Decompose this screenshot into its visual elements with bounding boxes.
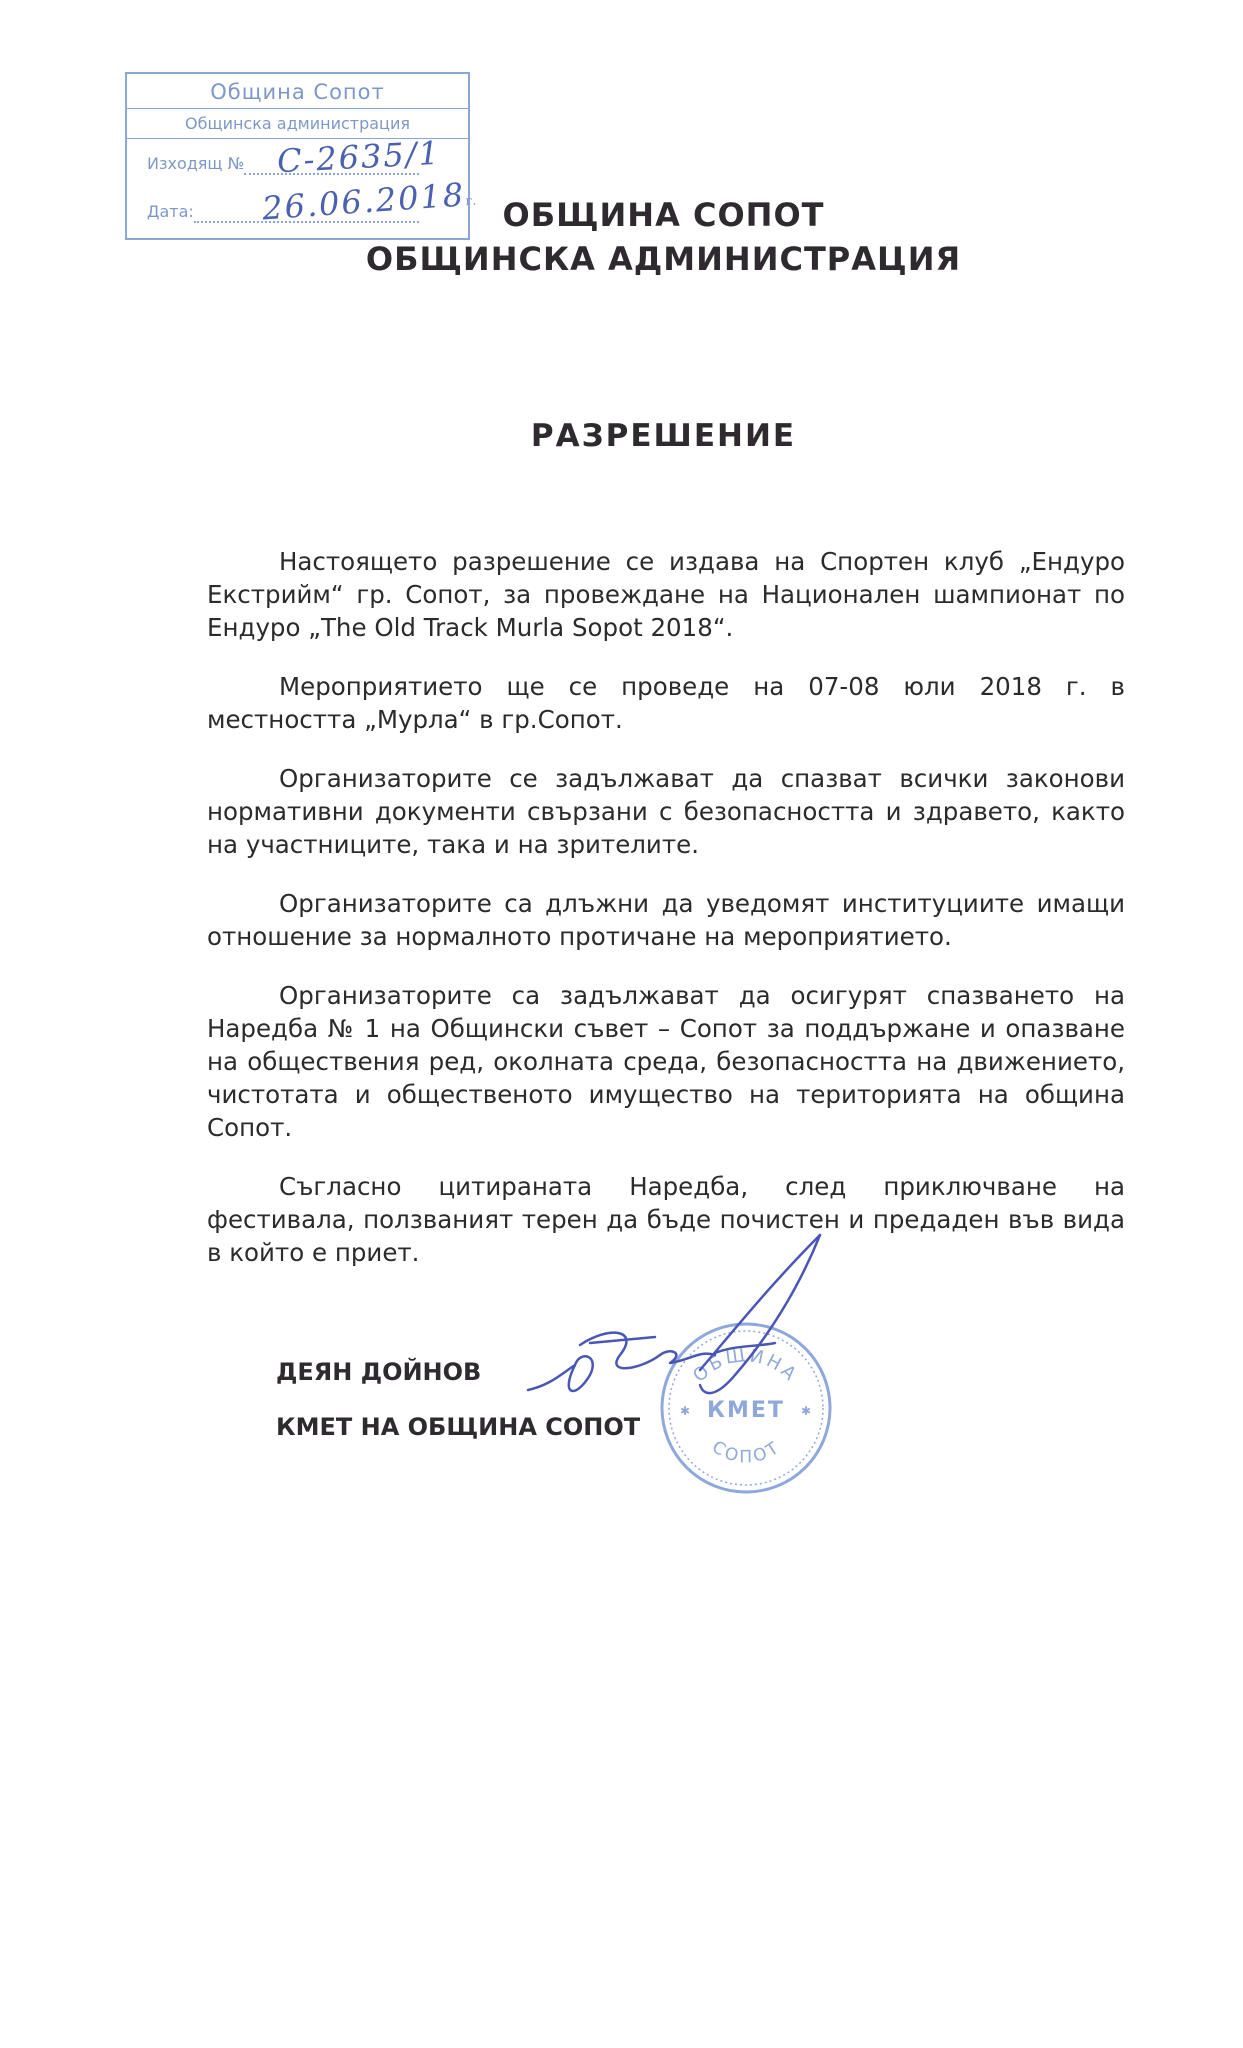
seal-bottom-text: СОПОТ (708, 1437, 785, 1468)
seal-top-text: ОБЩИНА (688, 1344, 803, 1387)
signatory-name: ДЕЯН ДОЙНОВ (276, 1358, 482, 1386)
paragraph: Организаторите са длъжни да уведомят институциите имащи отношение за нормалното протичане на мероприятието. (207, 889, 1125, 951)
paragraph: Организаторите са задължават да осигурят спазването на Наредба № 1 на Общински съвет – Сопот за поддържане и опазване на обществения ред, околната среда, безопасността на движението, чистотата и общественото имущество на територията на община Сопот. (207, 981, 1125, 1142)
header-administration: ОБЩИНСКА АДМИНИСТРАЦИЯ (365, 240, 962, 278)
seal-center-text: КМЕТ (707, 1398, 785, 1423)
stamp-outgoing-label: Изходящ № (147, 154, 245, 173)
stamp-municipality: Община Сопот (127, 76, 468, 109)
seal-star-icon: ✱ (801, 1404, 812, 1418)
paragraph: Организаторите се задължават да спазват всички законови нормативни документи свързани с безопасността и здравето, както на участниците, така и на зрителите. (207, 764, 1125, 859)
stamp-date-suffix: г. (464, 193, 477, 210)
paragraph: Настоящето разрешение се издава на Спортен клуб „Ендуро Екстрийм“ гр. Сопот, за провеждане на Национален шампионат по Ендуро „The Old Track Murla Sopot 2018“. (207, 547, 1125, 642)
paragraph: Съгласно цитираната Наредба, след приключване на фестивала, ползваният терен да бъде почистен и предаден във вида в който е приет. (207, 1172, 1125, 1267)
header-municipality: ОБЩИНА СОПОТ (502, 196, 825, 234)
handwritten-signature (520, 1225, 880, 1455)
document-title: РАЗРЕШЕНИЕ (530, 418, 797, 454)
stamp-date-value: 26.06.2018г. (260, 175, 477, 228)
stamp-outgoing-number: С-2635/1 (276, 133, 442, 181)
stamp-administration: Общинска администрация (127, 110, 468, 139)
paragraph: Мероприятието ще се проведе на 07-08 юли 2018 г. в местността „Мурла“ в гр.Сопот. (207, 672, 1125, 734)
signatory-title: КМЕТ НА ОБЩИНА СОПОТ (276, 1413, 641, 1441)
document-body (207, 545, 1125, 1295)
stamp-date-label: Дата: (147, 202, 194, 221)
seal-star-icon: ✱ (680, 1404, 691, 1418)
